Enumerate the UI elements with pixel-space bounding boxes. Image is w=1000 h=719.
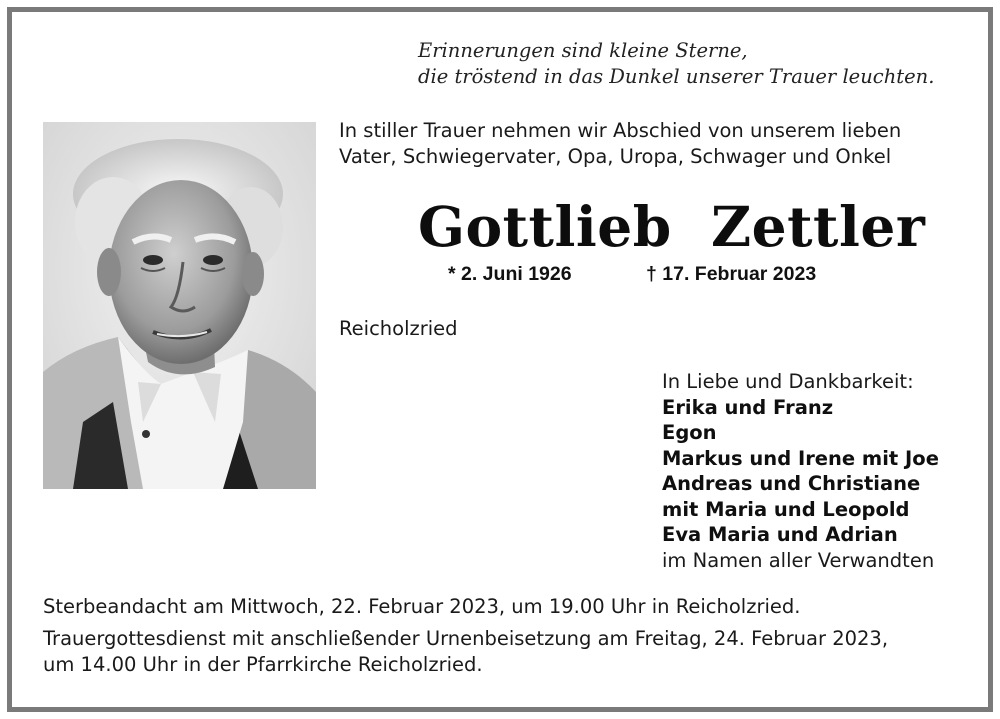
deceased-name: Gottlieb Zettler [418, 194, 926, 259]
mourners-closing: im Namen aller Verwandten [662, 548, 935, 572]
mourners-intro: In Liebe und Dankbarkeit: [662, 370, 914, 393]
mourner-name: mit Maria und Leopold [662, 497, 910, 521]
death-date: † 17. Februar 2023 [646, 263, 817, 285]
mourner-name: Eva Maria und Adrian [662, 523, 898, 546]
quote-line-1: Erinnerungen sind kleine Sterne, [418, 39, 748, 62]
service-details [43, 594, 888, 678]
portrait-photo [43, 122, 316, 489]
mourner-name: Andreas und Christiane [662, 472, 921, 495]
mourner-name: Markus und Irene mit Joe [662, 446, 939, 470]
residence-place: Reicholzried [339, 317, 458, 340]
birth-date: * 2. Juni 1926 [448, 263, 572, 285]
quote-line-2: die tröstend in das Dunkel unserer Trauer leuchten. [418, 65, 935, 88]
memorial-quote [418, 38, 934, 90]
service-line-1: Sterbeandacht am Mittwoch, 22. Februar 2023, um 19.00 Uhr in Reicholzried. [43, 595, 801, 618]
intro-line-2: Vater, Schwiegervater, Opa, Uropa, Schwager und Onkel [339, 145, 892, 168]
intro-line-1: In stiller Trauer nehmen wir Abschied von unserem lieben [339, 119, 902, 142]
mourners-list [662, 369, 939, 573]
service-line-3: um 14.00 Uhr in der Pfarrkirche Reicholzried. [43, 653, 483, 676]
portrait-illustration [43, 122, 316, 489]
intro-text [339, 118, 901, 170]
life-dates [448, 262, 817, 286]
service-line-2: Trauergottesdienst mit anschließender Urnenbeisetzung am Freitag, 24. Februar 2023, [43, 627, 889, 650]
mourner-name: Erika und Franz [662, 395, 834, 419]
mourner-name: Egon [662, 421, 717, 444]
